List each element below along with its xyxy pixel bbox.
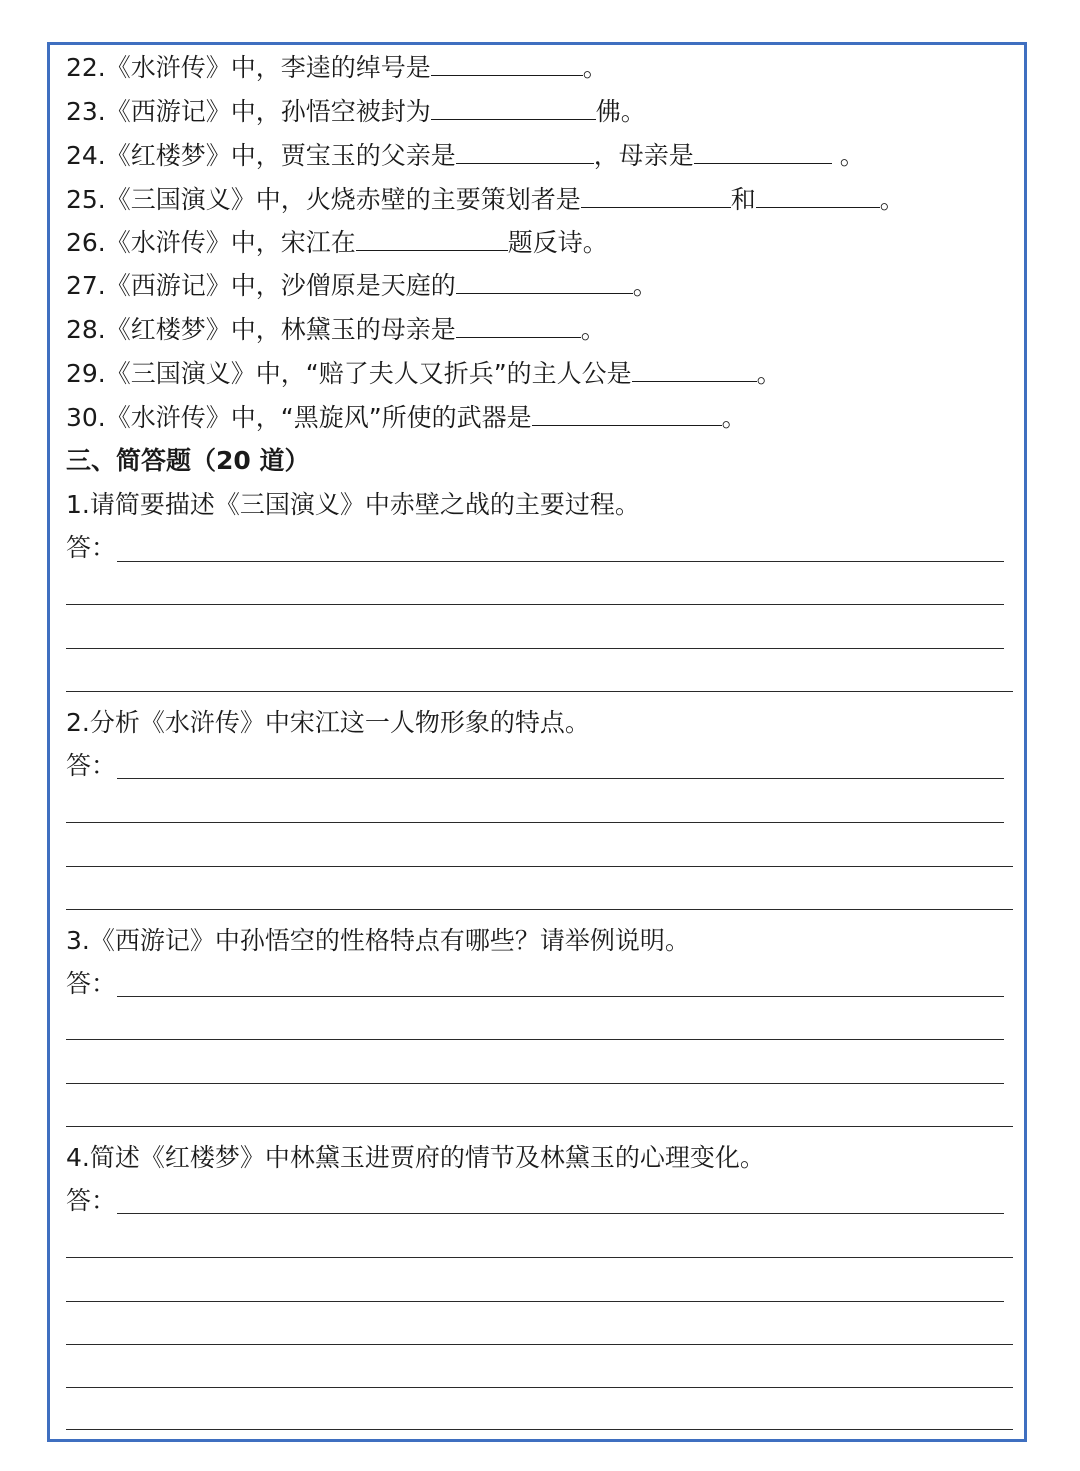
answer-line[interactable] <box>66 1301 1004 1302</box>
answer-line[interactable] <box>66 1039 1004 1040</box>
answer-label: 答： <box>66 969 117 998</box>
fill-in-question-26: 26.《水浒传》中，宋江在 题反诗。 <box>66 228 608 257</box>
question-number: 28. <box>66 315 106 344</box>
answer-line[interactable] <box>66 1429 1013 1430</box>
answer-line[interactable] <box>66 1344 1013 1345</box>
answer-blank[interactable] <box>356 226 508 251</box>
answer-blank[interactable] <box>694 139 832 164</box>
question-number: 30. <box>66 403 106 432</box>
answer-label: 答： <box>66 751 117 780</box>
answer-blank[interactable] <box>532 401 722 426</box>
answer-line[interactable] <box>66 604 1004 605</box>
fill-in-question-30: 30.《水浒传》中，“黑旋风”所使的武器是 。 <box>66 403 747 432</box>
answer-line[interactable] <box>66 866 1013 867</box>
answer-line[interactable] <box>66 1083 1004 1084</box>
answer-blank[interactable] <box>431 95 596 120</box>
fill-in-question-27: 27.《西游记》中，沙僧原是天庭的 。 <box>66 271 658 300</box>
short-answer-question-3: 3.《西游记》中孙悟空的性格特点有哪些？请举例说明。 <box>66 926 690 955</box>
fill-in-question-28: 28.《红楼梦》中，林黛玉的母亲是 。 <box>66 315 606 344</box>
fill-in-question-25: 25.《三国演义》中，火烧赤壁的主要策划者是 和 。 <box>66 185 905 214</box>
question-number: 24. <box>66 141 106 170</box>
answer-blank[interactable] <box>456 139 594 164</box>
answer-line[interactable] <box>117 778 1004 779</box>
answer-line[interactable] <box>117 996 1004 997</box>
answer-blank[interactable] <box>581 183 731 208</box>
answer-line[interactable] <box>117 1213 1004 1214</box>
answer-label: 答： <box>66 533 117 562</box>
answer-blank[interactable] <box>632 357 757 382</box>
short-answer-question-2: 2.分析《水浒传》中宋江这一人物形象的特点。 <box>66 708 590 737</box>
question-number: 27. <box>66 271 106 300</box>
question-number: 26. <box>66 228 106 257</box>
answer-blank[interactable] <box>756 183 880 208</box>
question-number: 22. <box>66 53 106 82</box>
fill-in-question-23: 23.《西游记》中，孙悟空被封为 佛。 <box>66 97 646 126</box>
answer-line[interactable] <box>66 648 1004 649</box>
question-number: 29. <box>66 359 106 388</box>
answer-blank[interactable] <box>431 51 583 76</box>
fill-in-question-29: 29.《三国演义》中，“赔了夫人又折兵”的主人公是 。 <box>66 359 782 388</box>
answer-blank[interactable] <box>456 313 581 338</box>
fill-in-question-24: 24.《红楼梦》中，贾宝玉的父亲是 ，母亲是 。 <box>66 141 865 170</box>
answer-line[interactable] <box>66 1387 1013 1388</box>
short-answer-question-1: 1.请简要描述《三国演义》中赤壁之战的主要过程。 <box>66 490 640 519</box>
fill-in-question-22: 22.《水浒传》中，李逵的绰号是 。 <box>66 53 608 82</box>
section-heading: 三、简答题（20 道） <box>66 446 310 475</box>
answer-line[interactable] <box>66 691 1013 692</box>
short-answer-question-4: 4.简述《红楼梦》中林黛玉进贾府的情节及林黛玉的心理变化。 <box>66 1143 765 1172</box>
answer-line[interactable] <box>66 822 1004 823</box>
answer-line[interactable] <box>117 561 1004 562</box>
question-number: 25. <box>66 185 106 214</box>
answer-line[interactable] <box>66 909 1013 910</box>
question-number: 23. <box>66 97 106 126</box>
answer-blank[interactable] <box>456 269 633 294</box>
answer-label: 答： <box>66 1186 117 1215</box>
answer-line[interactable] <box>66 1257 1013 1258</box>
answer-line[interactable] <box>66 1126 1013 1127</box>
